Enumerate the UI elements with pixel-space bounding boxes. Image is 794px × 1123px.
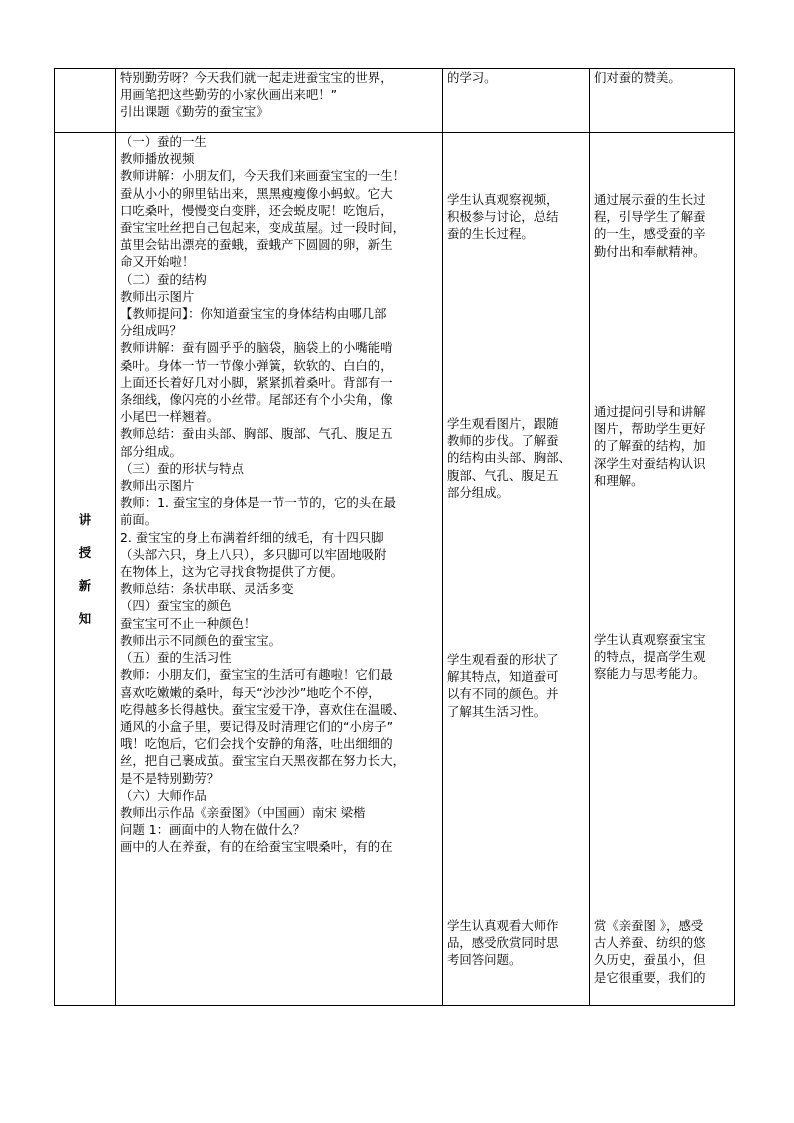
- content-line: 教师播放视频: [120, 151, 195, 167]
- section-label-cell-empty: [55, 69, 116, 133]
- content-line: （四）蚕宝宝的颜色: [120, 598, 232, 614]
- section-label-char: 知: [78, 611, 92, 627]
- design-intent-block-line: 深学生对蚕结构认识: [594, 455, 706, 471]
- content-line: 教师出示不同颜色的蚕宝宝。: [120, 632, 282, 648]
- content-line: 命又开始啦！: [120, 254, 195, 270]
- design-intent-block: [594, 631, 730, 683]
- student-activity-block-line: 以有不同的颜色。并: [447, 686, 559, 702]
- student-activity-block: [447, 191, 585, 243]
- student-activity-block-line: 积极参与讨论，总结: [447, 209, 559, 225]
- design-intent-block-line: 的特点，提高学生观: [594, 649, 706, 665]
- content-line: 问题 1：画面中的人物在做什么？: [120, 822, 306, 838]
- content-line: （六）大师作品: [120, 787, 207, 803]
- content-line: 教师出示图片: [120, 288, 195, 304]
- content-line: 教师总结：条状串联、灵活多变: [120, 581, 294, 597]
- design-intent-block: [594, 191, 730, 260]
- content-line: 是不是特别勤劳？: [120, 770, 220, 786]
- content-line: （头部六只，身上八只），多只脚可以牢固地吸附: [120, 546, 387, 562]
- content-line: 在物体上，这为它寻找食物提供了方便。: [120, 564, 344, 580]
- content-line: 蚕宝宝吐丝把自己包起来，变成茧屋。过一段时间，: [120, 220, 405, 236]
- content-line: 教师总结：蚕由头部、胸部、腹部、气孔、腹足五: [120, 426, 393, 442]
- design-intent-block-line: 古人养蚕、纺织的悠: [594, 935, 706, 951]
- design-intent-cell: [590, 133, 735, 1006]
- content-line: 哦！吃饱后，它们会找个安静的角落，吐出细细的: [120, 736, 393, 752]
- lesson-plan-table: [54, 68, 735, 1006]
- student-activity-block-line: 学生认真观看大师作: [447, 918, 559, 933]
- design-intent-block: [594, 917, 730, 986]
- teaching-content-cell: [116, 133, 443, 1006]
- design-intent-block-line: 的一生，感受蚕的辛: [594, 226, 706, 242]
- content-line: 蚕宝宝可不止一种颜色！: [120, 615, 257, 631]
- student-activity-block-line: 考回答问题。: [447, 952, 522, 968]
- student-activity-block-line: 学生观看图片，跟随: [447, 416, 559, 431]
- design-intent-block-line: 学生认真观察蚕宝宝: [594, 632, 706, 647]
- content-line: （二）蚕的结构: [120, 271, 207, 287]
- content-line: 引出课题《勤劳的蚕宝宝》: [120, 104, 269, 120]
- content-line: 桑叶。身体一节一节像小弹簧，软软的、白白的，: [120, 357, 393, 373]
- content-line: 教师讲解：蚕有圆乎乎的脑袋，脑袋上的小嘴能啃: [120, 340, 393, 356]
- design-intent-block-line: 久历史，蚕虽小，但: [594, 952, 706, 968]
- content-line: 画中的人在养蚕，有的在给蚕宝宝喂桑叶，有的在: [120, 839, 393, 855]
- table-row-intro-continued: [55, 69, 735, 133]
- student-activity-block-line: 学生认真观察视频，: [447, 192, 559, 207]
- section-label-char: 新: [78, 578, 92, 593]
- content-line: 丝，把自己裹成茧。蚕宝宝白天黑夜都在努力长大，: [120, 753, 405, 769]
- design-intent-block-line: 是它很重要，我们的: [594, 969, 706, 985]
- content-line: （一）蚕的一生: [120, 134, 207, 149]
- student-activity-block: [447, 917, 585, 969]
- content-line: 2. 蚕宝宝的身上布满着纤细的绒毛，有十四只脚: [120, 529, 384, 545]
- design-intent-block-line: 通过展示蚕的生长过: [594, 192, 706, 207]
- content-line: 吃得越多长得越快。蚕宝宝爱干净，喜欢住在温暖、: [120, 701, 405, 717]
- section-label-new-knowledge: [55, 133, 116, 1006]
- content-line: 分组成吗？: [120, 323, 182, 339]
- teaching-content-cell: [116, 69, 443, 133]
- section-label-char: 授: [78, 544, 92, 560]
- student-activity-block-line: 部分组成。: [447, 484, 509, 500]
- table-row-new-knowledge: [55, 133, 735, 1006]
- design-intent-cell: [590, 69, 735, 133]
- content-line: 条细线，像闪亮的小丝带。尾部还有个小尖角，像: [120, 392, 393, 408]
- intent-text: 们对蚕的赞美。: [594, 70, 681, 85]
- content-line: 用画笔把这些勤劳的小家伙画出来吧！”: [120, 87, 338, 103]
- content-line: 教师：1. 蚕宝宝的身体是一节一节的，它的头在最: [120, 495, 396, 511]
- student-text: 的学习。: [447, 70, 497, 85]
- content-line: 茧里会钻出漂亮的蚕蛾，蚕蛾产下圆圆的卵，新生: [120, 237, 393, 253]
- student-activity-cell: [443, 133, 590, 1006]
- content-line: 教师出示图片: [120, 478, 195, 494]
- content-line: 前面。: [120, 512, 158, 528]
- content-line: 特别勤劳呀？今天我们就一起走进蚕宝宝的世界，: [120, 70, 393, 85]
- student-activity-block-line: 蚕的生长过程。: [447, 226, 534, 242]
- student-activity-block-line: 解其特点，知道蚕可: [447, 669, 559, 685]
- content-line: 上面还长着好几对小脚，紧紧抓着桑叶。背部有一: [120, 374, 393, 390]
- student-activity-cell: [443, 69, 590, 133]
- design-intent-block-line: 图片，帮助学生更好: [594, 421, 706, 437]
- student-activity-block-line: 学生观看蚕的形状了: [447, 652, 559, 667]
- content-line: 【教师提问】：你知道蚕宝宝的身体结构由哪几部: [120, 306, 387, 322]
- design-intent-block-line: 和理解。: [594, 472, 644, 488]
- student-activity-block-line: 腹部、气孔、腹足五: [447, 467, 559, 483]
- content-line: （五）蚕的生活习性: [120, 650, 232, 666]
- content-line: 通风的小盒子里，要记得及时清理它们的“小房子”: [120, 718, 394, 734]
- design-intent-block-line: 通过提问引导和讲解: [594, 404, 706, 419]
- section-label-char: 讲: [78, 511, 92, 527]
- student-activity-block: [447, 415, 585, 501]
- design-intent-block-line: 赏《亲蚕图 》，感受: [594, 918, 704, 933]
- student-activity-block: [447, 651, 585, 720]
- design-intent-block-line: 程，引导学生了解蚕: [594, 209, 706, 225]
- content-line: 喜欢吃嫩嫩的桑叶，每天“沙沙沙”地吃个不停，: [120, 684, 381, 700]
- design-intent-block-line: 的了解蚕的结构，加: [594, 438, 706, 454]
- content-line: 教师出示作品《亲蚕图》（中国画）南宋 梁楷: [120, 804, 366, 820]
- content-line: 小尾巴一样翘着。: [120, 409, 220, 425]
- content-line: 教师：小朋友们，蚕宝宝的生活可有趣啦！它们最: [120, 667, 393, 683]
- student-activity-block-line: 了解其生活习性。: [447, 703, 547, 719]
- student-activity-block-line: 品，感受欣赏同时思: [447, 935, 559, 951]
- content-line: 口吃桑叶，慢慢变白变胖，还会蜕皮呢！吃饱后，: [120, 202, 393, 218]
- student-activity-block-line: 教师的步伐。了解蚕: [447, 433, 559, 449]
- content-line: 教师讲解：小朋友们，今天我们来画蚕宝宝的一生！: [120, 168, 405, 184]
- design-intent-block-line: 勤付出和奉献精神。: [594, 243, 706, 259]
- content-line: 部分组成。: [120, 443, 182, 459]
- content-line: （三）蚕的形状与特点: [120, 460, 244, 476]
- design-intent-block: [594, 403, 730, 489]
- design-intent-block-line: 察能力与思考能力。: [594, 666, 706, 682]
- student-activity-block-line: 的结构由头部、胸部、: [447, 450, 571, 466]
- content-line: 蚕从小小的卵里钻出来，黑黑瘦瘦像小蚂蚁。它大: [120, 185, 393, 201]
